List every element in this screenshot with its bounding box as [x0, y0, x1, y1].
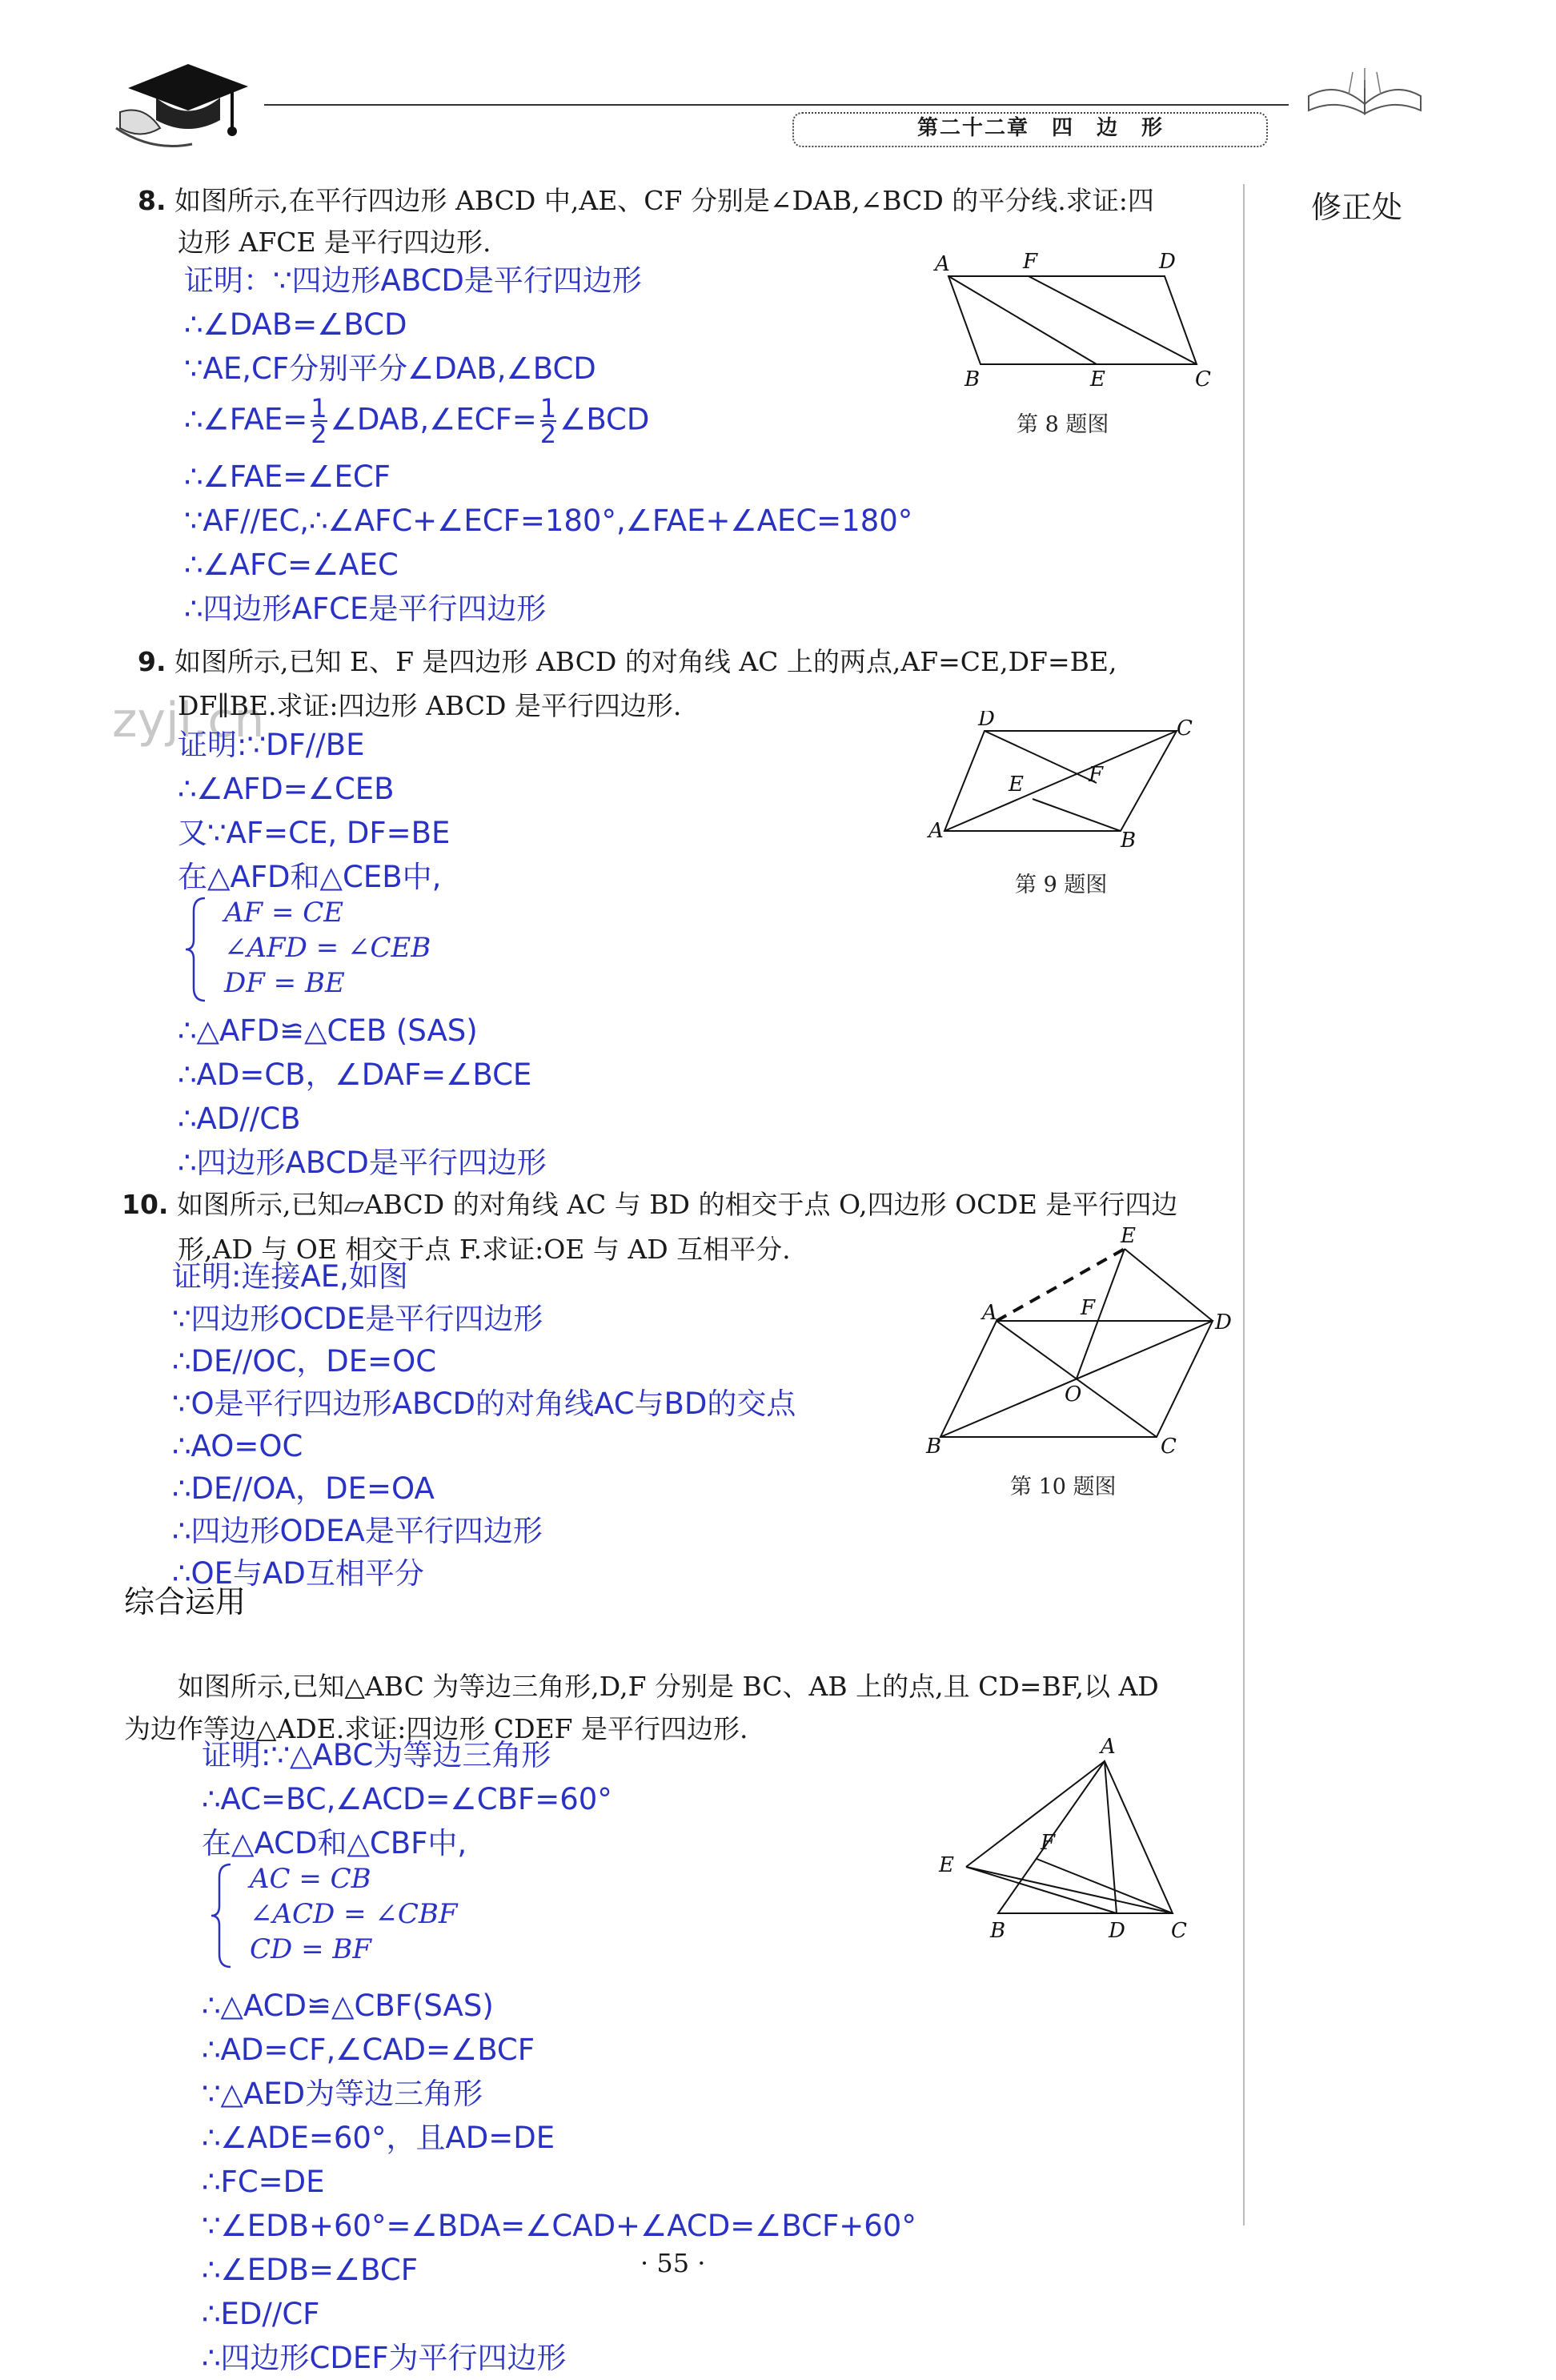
- figure-9: [920, 711, 1225, 858]
- point-label: A: [1101, 1737, 1116, 1759]
- question-text: 边形 AFCE 是平行四边形.: [178, 227, 491, 258]
- point-label: D: [978, 711, 995, 731]
- question-text: 如图所示,已知△ABC 为等边三角形,D,F 分别是 BC、AB 上的点,且 CD=BF,以 AD: [178, 1671, 1159, 1702]
- point-label: C: [1195, 367, 1211, 391]
- point-label: B: [926, 1435, 942, 1459]
- point-label: C: [1177, 716, 1193, 740]
- answer-line: ∵AE,CF分别平分∠DAB,∠BCD: [184, 351, 596, 386]
- equation-line: ∠ACD = ∠CBF: [250, 1898, 458, 1930]
- answer-line: 又∵AF=CE, DF=BE: [178, 816, 451, 850]
- answer-line-fraction: ∴∠FAE= $\frac{1}{2}$ ∠DAB,∠ECF= $\frac{1}{2}$ ∠BCD: [184, 393, 650, 449]
- equation-line: AC = CB: [250, 1863, 371, 1895]
- answer-line: ∴AO=OC: [172, 1429, 303, 1463]
- point-label: E: [939, 1853, 954, 1877]
- point-label: O: [1065, 1383, 1082, 1407]
- graduation-cap-icon: [112, 48, 256, 152]
- answer-line: ∴∠ADE=60°，且AD=DE: [202, 2121, 555, 2155]
- point-label: A: [935, 252, 950, 276]
- answer-line: ∴AD//CB: [178, 1102, 301, 1136]
- answer-line: ∴∠DAB=∠BCD: [184, 307, 407, 342]
- answer-line: ∵△AED为等边三角形: [202, 2077, 483, 2111]
- question-text: 形,AD 与 OE 相交于点 F.求证:OE 与 AD 互相平分.: [178, 1234, 791, 1265]
- section-title: 综合运用: [124, 1584, 247, 1619]
- question-text: 如图所示,已知▱ABCD 的对角线 AC 与 BD 的相交于点 O,四边形 OCDE 是平行四边: [176, 1189, 1178, 1220]
- point-label: F: [1081, 1296, 1096, 1320]
- figure-caption: 第 8 题图: [1017, 412, 1109, 437]
- question-number: 8.: [138, 185, 166, 216]
- chapter-title: 第二十二章 四 边 形: [916, 116, 1164, 140]
- answer-line: ∴四边形CDEF为平行四边形: [202, 2341, 567, 2375]
- answer-line: ∴AD=CB，∠DAF=∠BCE: [178, 1058, 532, 1092]
- point-label: B: [1121, 829, 1137, 853]
- answer-line: ∴∠AFD=∠CEB: [178, 772, 395, 806]
- answer-line: 证明:∵△ABC为等边三角形: [202, 1738, 551, 1772]
- question-text: 为边作等边△ADE.求证:四边形 CDEF 是平行四边形.: [124, 1713, 748, 1744]
- answer-line: 证明:∵DF//BE: [178, 728, 365, 762]
- answer-line: ∴∠FAE=∠ECF: [184, 460, 391, 494]
- header-rule: [264, 104, 1289, 106]
- figure-caption: 第 10 题图: [1010, 1475, 1117, 1499]
- answer-line: ∴△AFD≌△CEB (SAS): [178, 1013, 478, 1048]
- answer-line: ∵∠EDB+60°=∠BDA=∠CAD+∠ACD=∠BCF+60°: [202, 2209, 916, 2243]
- answer-line: ∵四边形OCDE是平行四边形: [172, 1302, 543, 1336]
- point-label: E: [1090, 367, 1105, 391]
- point-label: C: [1171, 1919, 1187, 1943]
- answer-line: ∴ED//CF: [202, 2297, 320, 2331]
- point-label: F: [1089, 763, 1104, 787]
- equation-line: AF = CE: [224, 897, 344, 929]
- question-number: 10.: [122, 1189, 169, 1220]
- figure-8: [920, 248, 1225, 395]
- equation-system: [184, 895, 472, 1007]
- answer-line: ∴四边形ODEA是平行四边形: [172, 1514, 543, 1548]
- equation-system: [210, 1861, 514, 1973]
- point-label: F: [1023, 250, 1038, 274]
- equation-line: CD = BF: [250, 1933, 371, 1965]
- point-label: A: [928, 819, 944, 843]
- point-label: D: [1159, 250, 1176, 274]
- open-book-icon: [1305, 64, 1425, 120]
- margin-line: [1243, 184, 1245, 2225]
- answer-line: ∴四边形ABCD是平行四边形: [178, 1146, 547, 1180]
- answer-line: ∴AD=CF,∠CAD=∠BCF: [202, 2033, 535, 2067]
- point-label: F: [1041, 1831, 1056, 1855]
- answer-line: ∵AF//EC,∴∠AFC+∠ECF=180°,∠FAE+∠AEC=180°: [184, 504, 913, 538]
- answer-line: ∴∠EDB=∠BCF: [202, 2253, 418, 2287]
- answer-line: ∴FC=DE: [202, 2165, 325, 2199]
- answer-line: 证明：∵四边形ABCD是平行四边形: [184, 263, 642, 298]
- point-label: B: [964, 367, 981, 391]
- answer-line: ∴OE与AD互相平分: [172, 1556, 424, 1591]
- point-label: D: [1109, 1919, 1125, 1943]
- answer-line: ∴DE//OA，DE=OA: [172, 1471, 435, 1506]
- answer-line: 在△ACD和△CBF中,: [202, 1826, 467, 1860]
- fraction: $\frac{1}{2}$: [311, 393, 327, 449]
- figure-10: [916, 1225, 1237, 1468]
- point-label: C: [1161, 1435, 1177, 1459]
- answer-line: ∴∠AFC=∠AEC: [184, 548, 399, 582]
- equation-line: DF = BE: [224, 967, 345, 999]
- question-text: 如图所示,在平行四边形 ABCD 中,AE、CF 分别是∠DAB,∠BCD 的平分线.求证:四: [174, 185, 1154, 216]
- point-label: E: [1121, 1225, 1136, 1248]
- figure-11: [932, 1737, 1221, 1957]
- answer-line: 证明:连接AE,如图: [172, 1259, 408, 1294]
- answer-line: ∴△ACD≌△CBF(SAS): [202, 1989, 494, 2023]
- figure-caption: 第 9 题图: [1015, 873, 1108, 897]
- equation-line: ∠AFD = ∠CEB: [224, 932, 431, 964]
- point-label: A: [982, 1301, 997, 1325]
- answer-line: 在△AFD和△CEB中,: [178, 860, 442, 894]
- answer-line: ∴四边形AFCE是平行四边形: [184, 592, 547, 626]
- watermark: zyjl.cn: [112, 692, 265, 749]
- point-label: E: [1009, 773, 1024, 797]
- question-text: 如图所示,已知 E、F 是四边形 ABCD 的对角线 AC 上的两点,AF=CE,DF=BE,: [174, 646, 1117, 677]
- answer-line: ∴AC=BC,∠ACD=∠CBF=60°: [202, 1782, 612, 1816]
- point-label: B: [990, 1919, 1006, 1943]
- side-label: 修正处: [1311, 190, 1403, 225]
- point-label: D: [1215, 1310, 1232, 1334]
- fraction: $\frac{1}{2}$: [539, 393, 557, 449]
- page-number: · 55 ·: [640, 2248, 706, 2278]
- answer-line: ∵O是平行四边形ABCD的对角线AC与BD的交点: [172, 1387, 796, 1421]
- question-text: DF∥BE.求证:四边形 ABCD 是平行四边形.: [178, 690, 682, 721]
- answer-line: ∴DE//OC，DE=OC: [172, 1344, 437, 1379]
- question-number: 9.: [138, 646, 166, 677]
